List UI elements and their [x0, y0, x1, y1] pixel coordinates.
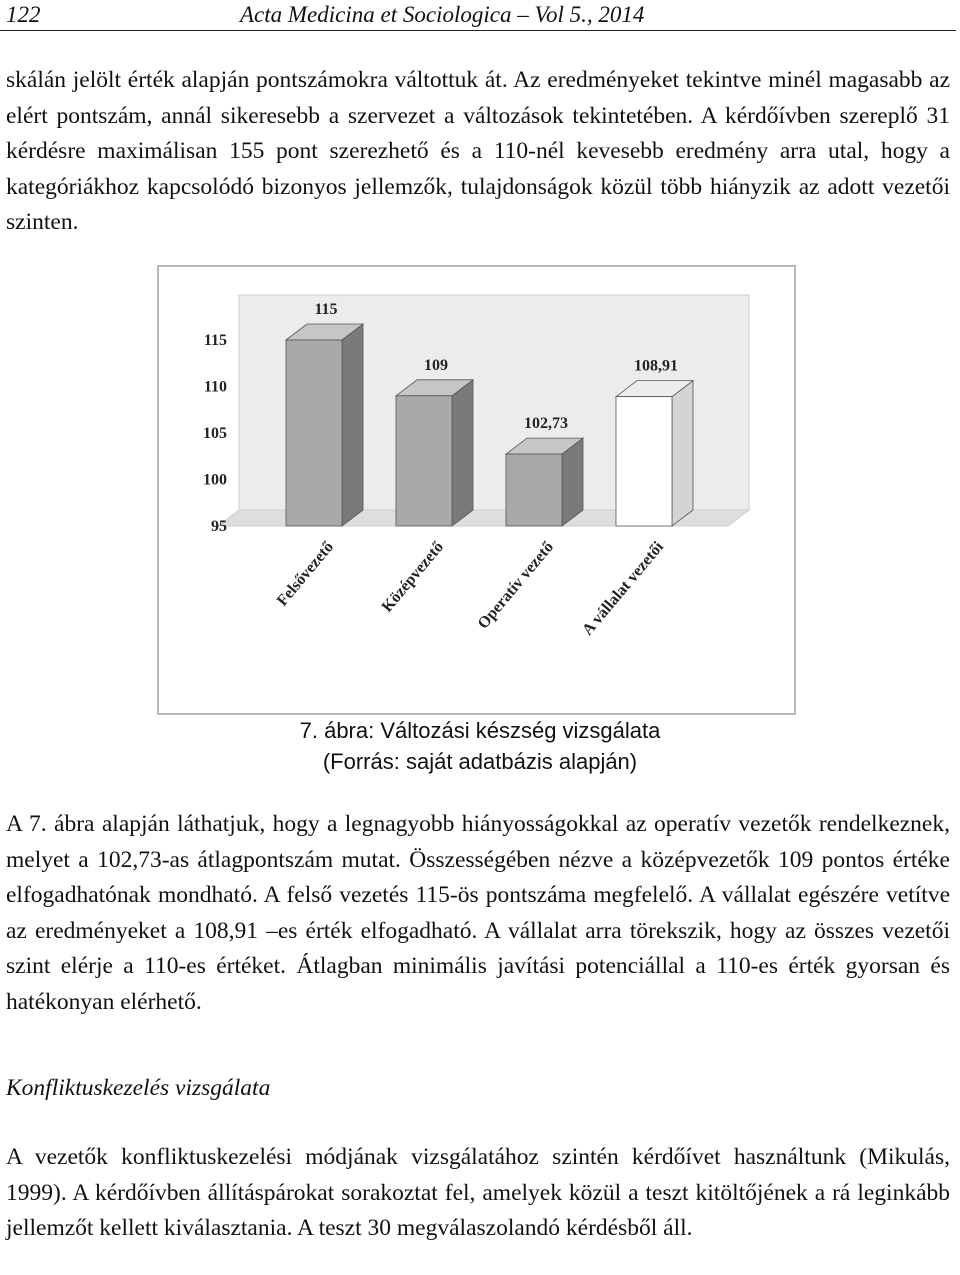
y-tick-label: 110	[203, 378, 227, 396]
running-header	[0, 0, 960, 30]
journal-title: Acta Medicina et Sociologica – Vol 5., 2014	[240, 2, 645, 27]
header-rule	[0, 30, 956, 31]
paragraph-results: A 7. ábra alapján láthatjuk, hogy a legnagyobb hiányosságokkal az operatív vezetők rendelkeznek, melyet a 102,73-as átlagpontszám mutat. Összességében nézve a középvezetők 109 pontos értéke elfogadhatónak mondható. A felső vezetés 115-ös pontszáma megfelelő. A vállalat egészére vetítve az eredményeket a 108,91 –es érték elfogadható. A vállalat arra törekszik, hogy az összes vezetői szint elérje a 110-es értéket. Átlagban minimális javítási potenciállal a 110-es érték gyorsan és hatékonyan elérhető.	[6, 811, 950, 1015]
x-category-label: Középvezető	[378, 538, 448, 616]
data-label: 115	[314, 301, 338, 318]
data-label: 108,91	[634, 357, 678, 375]
x-category-label: Operatív vezető	[474, 538, 558, 633]
bar	[396, 396, 452, 526]
bar-side	[672, 381, 693, 526]
section-heading: Konfliktuskezelés vizsgálata	[6, 1075, 271, 1101]
y-tick-label: 100	[203, 471, 227, 489]
figure-caption: 7. ábra: Változási készség vizsgálata	[299, 718, 661, 743]
bar-side	[342, 324, 363, 526]
page-number: 122	[6, 2, 41, 27]
x-category-label: A vállalat vezetői	[579, 538, 668, 639]
figure-source: (Forrás: saját adatbázis alapján)	[322, 749, 638, 774]
paragraph-conflict: A vezetők konfliktuskezelési módjának vizsgálatához szintén kérdőívet használtunk (Mikulás, 1999). A kérdőívben állításpárokat sorakoztat fel, amelyek közül a teszt kitöltőjének a rá leginkább jellemzőt kellett kiválasztania. A teszt 30 megválaszolandó kérdésből áll.	[6, 1144, 950, 1241]
y-tick-label: 95	[211, 518, 227, 535]
bar-chart	[159, 267, 794, 713]
data-label: 109	[424, 356, 448, 374]
bar	[506, 454, 562, 526]
x-category-label: Felsővezető	[273, 538, 338, 610]
paragraph-intro: skálán jelölt érték alapján pontszámokra váltottuk át. Az eredményeket tekintve minél magasabb az elért pontszám, annál sikeresebb a szervezet a változások tekintetében. A kérdőívben szereplő 31 kérdésre maximálisan 155 pont szerezhető és a 110-nél kevesebb eredmény arra utal, hogy a kategóriákhoz kapcsolódó bizonyos jellemzők, tulajdonságok közül több hiányzik az adott vezetői szinten.	[6, 67, 950, 235]
y-tick-label: 105	[203, 425, 227, 442]
bar	[286, 340, 342, 526]
bar-side	[452, 380, 473, 526]
bar	[616, 397, 672, 526]
figure-7-chart	[157, 265, 796, 715]
data-label: 102,73	[524, 415, 568, 433]
y-tick-label: 115	[203, 332, 227, 349]
